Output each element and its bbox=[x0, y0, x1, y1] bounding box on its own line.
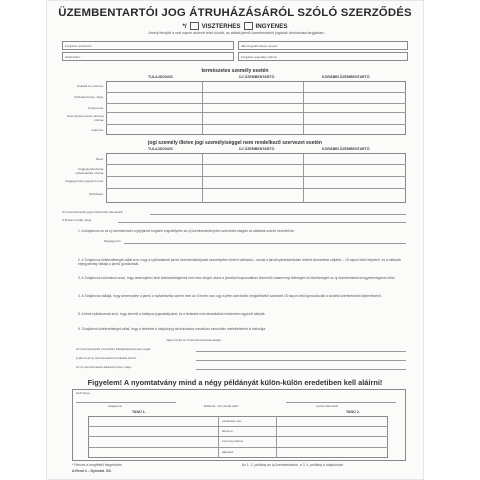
plate-field[interactable] bbox=[62, 41, 234, 50]
s1-row-id: Személyazonosító okmány száma: bbox=[67, 114, 104, 122]
witness-field-name: olvasható név: bbox=[222, 419, 242, 423]
option-free-label: INGYENES bbox=[255, 22, 288, 30]
clause-3: 3. A Tulajdonos tudomásul veszi, hogy amennyiben fenti kötelezettségének nem tesz eleget, akkor a járművel kapcsolatban felmerülő valamennyi költségért és felelősségért az új üzembentartóval egyetemlegesen felel. bbox=[78, 276, 396, 280]
section2-table bbox=[106, 153, 406, 203]
s2-row-name: Neve: bbox=[95, 157, 104, 161]
footer-note-right: Az 1. 2. példány az új üzembentartóé, a 3. 4. példány a tulajdonosé bbox=[242, 463, 344, 467]
sign-row-3: Az új üzembentartó aláírása helye, ideje: bbox=[76, 365, 132, 369]
option-paid-label: VISZTERHES bbox=[201, 22, 241, 30]
checkbox-free[interactable] bbox=[244, 22, 253, 30]
footer-form-code: A.Rend 4 – Nyomtat. 5/3. bbox=[72, 469, 112, 473]
chassis-field[interactable] bbox=[62, 52, 234, 61]
s1-row-name: Családi és utóneve: bbox=[76, 84, 104, 88]
witness-2-label: TANÚ 2. bbox=[346, 410, 360, 414]
s2-col-owner: TULAJDONOS bbox=[148, 147, 173, 151]
price-label: Az üzembentartói jogért fizetendő ellenérték: bbox=[62, 210, 124, 214]
sign-place-label: Kelt helye: bbox=[76, 391, 91, 395]
section1-table bbox=[106, 81, 406, 135]
witness-header: Előttünk, mint tanúk előtt: bbox=[204, 404, 239, 408]
section-natural-person-title: természetes személy esetén bbox=[201, 68, 269, 74]
warning-text: Figyelem! A nyomtatvány mind a négy példányát külön-külön eredetiben kell aláírni! bbox=[87, 378, 383, 387]
s2-col-new-keeper: ÚJ ÜZEMBENTARTÓ bbox=[239, 147, 275, 151]
clause-2: 2. A Tulajdonos kötelezettséget vállal arra, hogy a nyilvántartott jármű üzembentartójának személyében történt változást – annak a járműnyilvántartásban történő átvezetése céljából – 15 napon belül bejelenti, és a változás bejegyzéséig vállalja a jármű gondozását. bbox=[78, 258, 401, 267]
handover-line: napon belül az Üzembentartónak átadja. bbox=[166, 338, 222, 342]
plate-label: Forgalmi rendszám: bbox=[65, 44, 93, 48]
witness-field-id: szem.ig.száma: bbox=[222, 439, 244, 443]
clause-4: 4. A Tulajdonos vállalja, hogy amennyiben a jármű a nyilvántartás szerint nem az ő nevén van, úgy a jelen szerződés megkötésétől számított 15 napon belül gondoskodik a korábbi üzembentartó kijelentéséről. bbox=[78, 294, 382, 298]
s2-row-signatory: Cégjegyzésre jogosult neve: bbox=[65, 179, 104, 183]
s1-row-mother: Anyja neve: bbox=[87, 106, 104, 110]
subtitle-mark: */ bbox=[182, 22, 187, 30]
clause-6: 6. Tulajdonos kötelezettséget vállal, hogy a fentieket a tulajdonjog átruházására vonatkozó szerződés mellékleteként is biztosítja. bbox=[78, 327, 267, 331]
section-legal-entity-title: jogi személy illetve jogi személyiséggel nem rendelkező szervezet esetén bbox=[148, 140, 322, 146]
s1-col-new-keeper: ÚJ ÜZEMBENTARTÓ bbox=[239, 75, 275, 79]
form-title: ÜZEMBENTARTÓI JOG ÁTRUHÁZÁSÁRÓL SZÓLÓ SZERZŐDÉS bbox=[58, 7, 412, 19]
s2-row-seat: Székhelye: bbox=[88, 192, 104, 196]
takeover-label: Megjegyzés: bbox=[104, 239, 122, 243]
s2-col-former-keeper: KORÁBBI ÜZEMBENTARTÓ bbox=[322, 147, 370, 151]
payment-label: A fizetés módja, ideje: bbox=[62, 218, 93, 222]
owner-sign-label: tulajdonos bbox=[108, 404, 123, 408]
contract-form bbox=[46, 0, 424, 480]
sign-row-2: A jármű az új üzembentartó birtokába került: bbox=[76, 356, 137, 360]
make-field[interactable] bbox=[238, 41, 408, 50]
witness-field-signature: aláírása: bbox=[222, 450, 234, 454]
reg-cert-label: Forgalmi engedély száma: bbox=[241, 55, 278, 59]
witness-field-address: lakcíme: bbox=[222, 429, 234, 433]
witness-1-label: TANÚ 1. bbox=[132, 410, 146, 414]
s1-col-former-keeper: KORÁBBI ÜZEMBENTARTÓ bbox=[322, 75, 370, 79]
s1-row-address: Lakcíme: bbox=[91, 128, 104, 132]
new-keeper-sign-label: új üzembentartó bbox=[316, 404, 339, 408]
make-label: Jármű gyártmánya, típusa: bbox=[241, 44, 278, 48]
chassis-label: Alvázszám: bbox=[65, 55, 81, 59]
checkbox-paid[interactable] bbox=[190, 22, 199, 30]
clause-5: 5. A felek nyilatkoznak arról, hogy ismerik a hatályos jogszabályokat, és a fentieket mint akaratukkal mindenben egyezőt aláírják. bbox=[78, 312, 266, 316]
footer-note-left: * Pénzes a megfelelő kiegészítés bbox=[72, 463, 122, 467]
clause-1: 1. A tulajdonos és az új üzembentartó a gépjármű forgalmi engedélyébe az új üzembentartót jelen szerződés alapján az alábbiak szerint vezetteti be: bbox=[78, 229, 295, 233]
s1-row-birth: Születési helye, ideje: bbox=[74, 95, 104, 99]
s1-col-owner: TULAJDONOS bbox=[148, 75, 173, 79]
contract-type-row bbox=[46, 22, 424, 30]
s2-row-regnum: Cégjegyzékszáma, nyilvántartási száma: bbox=[75, 167, 104, 175]
reg-cert-field[interactable] bbox=[238, 52, 408, 61]
intro-text: Amely létrejött a mai napon alulírott felek között, az alábbi jármű üzembentartói jogának átruházása tárgyában: bbox=[148, 31, 325, 35]
sign-row-1: Az üzembentartói szerződés hatálybalépésének napja: bbox=[76, 347, 151, 351]
